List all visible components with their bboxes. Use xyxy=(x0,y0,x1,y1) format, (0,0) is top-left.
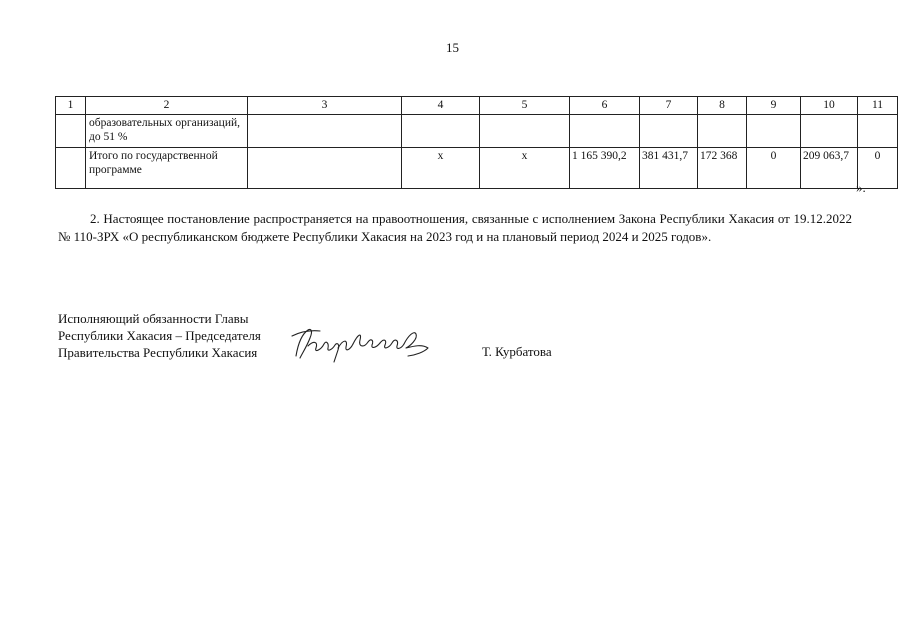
table-row xyxy=(56,115,898,148)
signatory-title-line: Республики Хакасия – Председателя xyxy=(58,328,261,343)
table-cell: 0 xyxy=(858,148,898,189)
table-cell: 0 xyxy=(747,148,801,189)
table-cell: х xyxy=(480,148,570,189)
closing-quote: ». xyxy=(856,180,866,195)
column-header: 9 xyxy=(747,97,801,115)
table-cell xyxy=(248,148,402,189)
body-paragraph: 2. Настоящее постановление распространяется на правоотношения, связанные с исполнением Закона Республики Хакасия от 19.12.2022 № 110-ЗРХ «О республиканском бюджете Республики Хакасия на 2023 год и на плановый период 2024 и 2025 годов». xyxy=(58,211,852,244)
table-cell xyxy=(640,115,698,148)
table-cell xyxy=(801,115,858,148)
table-cell: 381 431,7 xyxy=(640,148,698,189)
column-header: 10 xyxy=(801,97,858,115)
table-cell xyxy=(858,115,898,148)
column-header: 3 xyxy=(248,97,402,115)
table-cell xyxy=(570,115,640,148)
budget-table xyxy=(55,96,898,189)
handwritten-signature xyxy=(288,322,438,364)
table-cell xyxy=(747,115,801,148)
column-header: 8 xyxy=(698,97,747,115)
column-header: 7 xyxy=(640,97,698,115)
column-header: 5 xyxy=(480,97,570,115)
table-cell xyxy=(248,115,402,148)
table-cell xyxy=(402,115,480,148)
signatory-name: Т. Курбатова xyxy=(482,344,552,359)
signatory-title xyxy=(58,310,261,361)
table-cell xyxy=(56,115,86,148)
table-cell: 172 368 xyxy=(698,148,747,189)
signatory-title-line: Правительства Республики Хакасия xyxy=(58,345,258,360)
table-cell: 1 165 390,2 xyxy=(570,148,640,189)
column-header: 11 xyxy=(858,97,898,115)
table-cell: х xyxy=(402,148,480,189)
table-header-row xyxy=(56,97,898,115)
table-cell: образовательных организаций, до 51 % xyxy=(86,115,248,148)
column-header: 2 xyxy=(86,97,248,115)
table-cell xyxy=(698,115,747,148)
column-header: 1 xyxy=(56,97,86,115)
table-cell xyxy=(480,115,570,148)
table-row xyxy=(56,148,898,189)
table-cell: 209 063,7 xyxy=(801,148,858,189)
table-cell: Итого по государственной программе xyxy=(86,148,248,189)
page-number: 15 xyxy=(446,40,459,55)
signatory-title-line: Исполняющий обязанности Главы xyxy=(58,311,249,326)
column-header: 4 xyxy=(402,97,480,115)
table-cell xyxy=(56,148,86,189)
column-header: 6 xyxy=(570,97,640,115)
